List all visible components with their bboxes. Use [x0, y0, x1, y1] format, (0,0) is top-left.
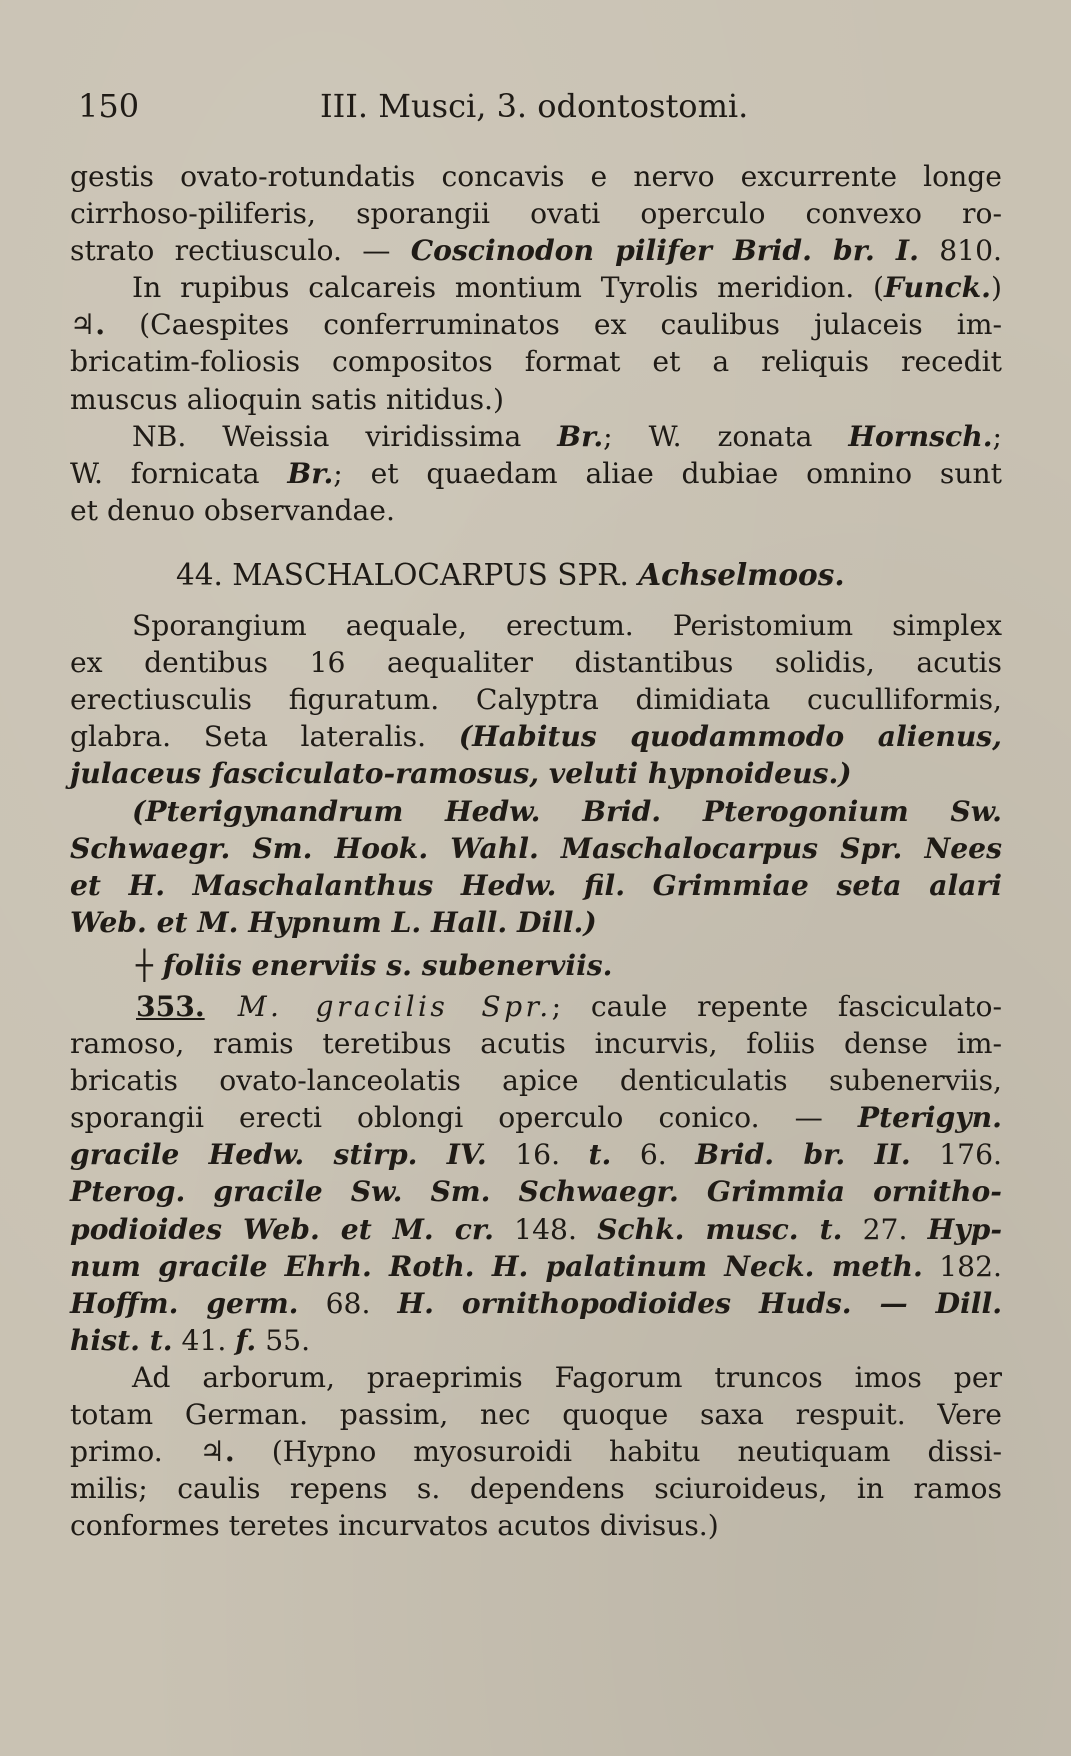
- text-line: In rupibus calcareis montium Tyrolis meridion. (Funck.): [132, 271, 1002, 305]
- paragraph-habitat-353: [70, 1359, 1002, 1544]
- text-line: Schwaegr. Sm. Hook. Wahl. Maschalocarpus Spr. Nees: [70, 831, 1002, 865]
- text-line: bricatis ovato-lanceolatis apice denticulatis subenerviis,: [70, 1064, 1002, 1098]
- text-line: milis; caulis repens s. dependens sciuroideus, in ramos: [70, 1472, 1002, 1506]
- species-number: 353.: [136, 989, 205, 1023]
- section-heading: ┼ foliis enerviis s. subenerviis.: [136, 948, 613, 982]
- text-line: Web. et M. Hypnum L. Hall. Dill.): [70, 905, 597, 939]
- text-line: num gracile Ehrh. Roth. H. palatinum Neck. meth. 182.: [70, 1249, 1002, 1283]
- page-number: 150: [78, 87, 140, 125]
- text-line: totam German. passim, nec quoque saxa respuit. Vere: [70, 1398, 1002, 1431]
- text-line: gestis ovato-rotundatis concavis e nervo excurrente longe: [70, 160, 1002, 193]
- text-line: cirrhoso-piliferis, sporangii ovati operculo convexo ro-: [70, 197, 1002, 231]
- text-line: strato rectiusculo. — Coscinodon pilifer Brid. br. I. 810.: [70, 234, 1002, 268]
- text-line: Sporangium aequale, erectum. Peristomium simplex: [132, 609, 1002, 643]
- text-line: primo. ♃. (Hypno myosuroidi habitu neutiquam dissi-: [70, 1435, 1002, 1469]
- text-body: [70, 158, 1002, 1544]
- text-line: Ad arborum, praeprimis Fagorum truncos imos per: [132, 1360, 1002, 1394]
- running-header: [78, 84, 1008, 128]
- text-line: podioides Web. et M. cr. 148. Schk. musc. t. 27. Hyp-: [70, 1212, 1003, 1246]
- paragraph-habitat: [70, 269, 1002, 417]
- text-line: erectiusculis figuratum. Calyptra dimidiata cuculliformis,: [70, 683, 1002, 717]
- text-line: gracile Hedw. stirp. IV. 16. t. 6. Brid. br. II. 176.: [70, 1138, 1002, 1172]
- text-line: glabra. Seta lateralis. (Habitus quodammodo alienus,: [70, 720, 1002, 754]
- text-line: W. fornicata Br.; et quaedam aliae dubiae omnino sunt: [70, 456, 1002, 490]
- text-line: (Pterigynandrum Hedw. Brid. Pterogonium Sw.: [132, 794, 1002, 828]
- genus-heading: 44. MASCHALOCARPUS SPR. Achselmoos.: [176, 556, 845, 592]
- text-line: 353. M. gracilis Spr.; caule repente fasciculato-: [136, 989, 1002, 1023]
- text-line: et H. Maschalanthus Hedw. fil. Grimmiae seta alari: [70, 868, 1002, 902]
- text-line: ex dentibus 16 aequaliter distantibus solidis, acutis: [70, 646, 1002, 680]
- running-title: III. Musci, 3. odontostomi.: [320, 87, 749, 125]
- perennial-symbol: ♃.: [70, 308, 106, 342]
- paragraph-synonyms: [70, 793, 1002, 941]
- paragraph-description-end: [70, 158, 1002, 269]
- text-line: Pterog. gracile Sw. Sm. Schwaegr. Grimmia ornitho-: [70, 1175, 1002, 1209]
- text-line: sporangii erecti oblongi operculo conico. — Pterigyn.: [70, 1101, 1002, 1135]
- text-line: et denuo observandae.: [70, 493, 395, 527]
- paragraph-genus-description: [70, 607, 1002, 792]
- text-line: bricatim-foliosis compositos format et a reliquis recedit: [70, 345, 1002, 379]
- perennial-symbol: ♃.: [199, 1435, 235, 1469]
- paragraph-note: [70, 418, 1002, 529]
- text-line: ramoso, ramis teretibus acutis incurvis, foliis dense im-: [70, 1027, 1002, 1061]
- spacer: [70, 529, 1002, 556]
- text-line: conformes teretes incurvatos acutos divisus.): [70, 1509, 719, 1543]
- text-line: muscus alioquin satis nitidus.): [70, 382, 505, 416]
- text-line: ♃. (Caespites conferruminatos ex caulibus julaceis im-: [70, 308, 1002, 342]
- species-citation: Coscinodon pilifer Brid. br. I.: [410, 234, 919, 268]
- text-line: NB. Weissia viridissima Br.; W. zonata Hornsch.;: [132, 419, 1003, 453]
- species-name: M. gracilis Spr.: [204, 989, 552, 1023]
- text-line: julaceus fasciculato-ramosus, veluti hypnoideus.): [70, 757, 852, 791]
- text-line: hist. t. 41. f. 55.: [70, 1323, 311, 1357]
- text-line: Hoffm. germ. 68. H. ornithopodioides Huds. — Dill.: [70, 1286, 1003, 1320]
- paragraph-species-353: [70, 988, 1002, 1359]
